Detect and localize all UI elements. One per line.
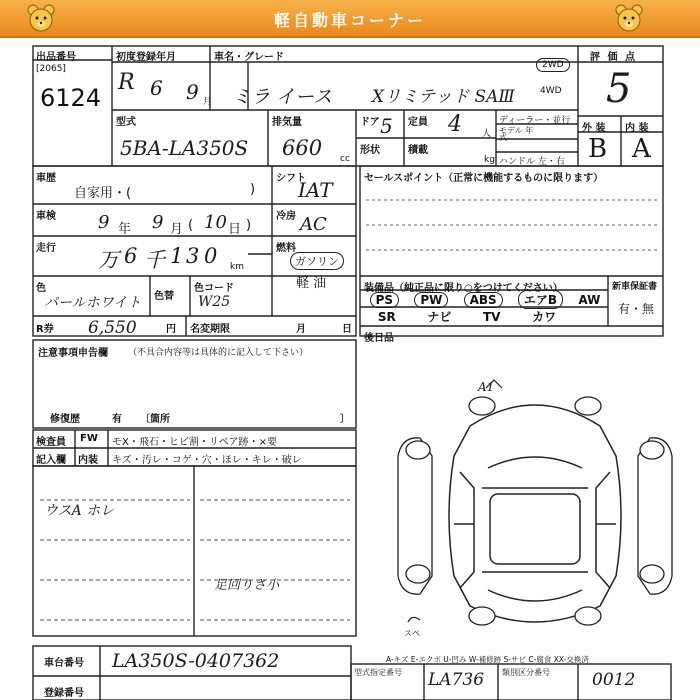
color-label: 色 xyxy=(36,283,46,294)
model-name-label: 車名・グレード xyxy=(214,52,284,63)
inspector-label: 検査員 xyxy=(36,437,66,448)
name-change-month: 月 xyxy=(296,324,306,335)
repair-history-label: 修復歴 xyxy=(50,414,80,425)
model-type-label: 型式 xyxy=(116,117,136,128)
first-registration-year: 6 xyxy=(150,76,163,100)
drive-4wd: 4WD xyxy=(540,86,562,96)
usage-label: 車歴 xyxy=(36,173,56,184)
inspection-day-unit: 日 xyxy=(228,222,242,237)
model-year-label: モデル 年式 xyxy=(499,126,534,142)
registration-number-label: 登録番号 xyxy=(44,688,84,699)
inspection-year-unit: 年 xyxy=(118,222,132,237)
capacity-value: 4 xyxy=(448,112,462,137)
mileage-digit-3: 3 xyxy=(186,244,200,268)
recycle-label: R券 xyxy=(36,324,54,335)
interior-label: 内 装 xyxy=(625,123,649,134)
model-grade: Xリミテッド SAⅢ xyxy=(372,87,515,107)
category-number-value: 0012 xyxy=(592,670,636,690)
damage-mark-a1: A1 xyxy=(478,380,495,394)
ac-value: AC xyxy=(300,214,327,235)
body-shape-label: 形状 xyxy=(360,145,380,156)
recycle-unit: 円 xyxy=(166,324,176,335)
inspection-day-open: ( xyxy=(188,218,194,233)
equipment-tv: TV xyxy=(483,309,501,324)
mileage-label: 走行 xyxy=(36,243,56,254)
inspection-day: 10 xyxy=(204,212,227,233)
inspection-label: 車検 xyxy=(36,211,56,222)
name-change-day: 日 xyxy=(342,324,352,335)
first-registration-month: 9 xyxy=(186,80,199,104)
inspection-month: 9 xyxy=(152,212,164,233)
car-damage-diagram xyxy=(390,376,680,646)
load-unit: kg xyxy=(484,155,495,165)
capacity-label: 定員 xyxy=(408,117,428,128)
fuel-gasoline-circled: ガソリン xyxy=(290,252,344,270)
type-designation-value: LA736 xyxy=(428,670,485,690)
entry-kind-interior: 内装 xyxy=(78,455,98,466)
repair-bracket-close: 〕 xyxy=(340,414,350,425)
name-change-label: 名変期限 xyxy=(190,324,230,335)
category-number-label: 類別区分番号 xyxy=(502,668,550,677)
displacement-unit: cc xyxy=(340,154,350,164)
entry-items: キズ・汚レ・コゲ・穴・ほレ・キレ・破レ xyxy=(112,455,302,466)
model-name: ミラ イース xyxy=(232,86,333,108)
repair-history-value: 有 xyxy=(112,414,122,425)
capacity-unit: 人 xyxy=(482,129,492,139)
inspection-day-close: ) xyxy=(246,218,252,233)
displacement-value: 660 xyxy=(282,136,323,160)
notes-label: 注意事項申告欄 xyxy=(38,348,108,359)
overall-score: 5 xyxy=(606,66,632,112)
handle-label: ハンドル 左・右 xyxy=(499,157,565,167)
sales-point-label: セールスポイント（正常に機能するものに限ります） xyxy=(364,173,604,184)
lot-sub-code: [2065] xyxy=(36,64,66,74)
model-type: 5BA-LA350S xyxy=(120,136,249,160)
recycle-value: 6,550 xyxy=(88,318,137,338)
new-warranty-label: 新車保証書 xyxy=(612,282,658,292)
color-value: パールホワイト xyxy=(44,295,142,311)
equipment-airbag-circled: エアB xyxy=(518,290,563,309)
mileage-unit: km xyxy=(230,262,244,272)
drive-2wd-circled: 2WD xyxy=(536,58,570,72)
equipment-ps-circled: PS xyxy=(370,292,399,308)
first-registration-era: R xyxy=(118,70,135,95)
after-date-label: 後日品 xyxy=(364,333,394,344)
equipment-leather: カワ xyxy=(532,310,557,324)
usage-close: ) xyxy=(250,182,256,197)
ac-label: 冷房 xyxy=(276,211,296,222)
new-warranty-value: 有・無 xyxy=(618,302,655,316)
color-code: W25 xyxy=(198,294,231,310)
damage-legend: A-キズ E-エクボ U-凹み W-補修跡 S-サビ C-腐食 XX-交換済 xyxy=(386,655,589,664)
equipment-row-1 xyxy=(362,292,608,307)
mileage-sen: 千 xyxy=(144,248,165,272)
score-label: 評 価 点 xyxy=(590,52,637,63)
displacement-label: 排気量 xyxy=(272,117,302,128)
doors-label: ドア xyxy=(360,117,380,128)
inspection-month-unit: 月 xyxy=(170,222,184,237)
lot-number: 6124 xyxy=(40,84,102,112)
exterior-grade: B xyxy=(588,134,608,164)
doors-value: 5 xyxy=(380,114,393,138)
inspector-note-2: 足回りさ小 xyxy=(214,578,280,593)
usage-value: 自家用・( xyxy=(74,186,132,201)
type-designation-label: 型式指定番号 xyxy=(354,668,402,677)
equipment-label: 装備品（純正品に限り○をつけてください） xyxy=(364,283,563,294)
mileage-digit-1: 6 xyxy=(124,244,138,268)
lot-number-label: 出品番号 xyxy=(36,52,76,63)
damage-mark-spare: スペ xyxy=(404,629,420,638)
chassis-number: LA350S-0407362 xyxy=(112,650,280,672)
equipment-navi: ナビ xyxy=(427,310,452,324)
notes-sub: （不具合内容等は具体的に記入して下さい） xyxy=(128,348,309,358)
equipment-abs-circled: ABS xyxy=(464,292,503,308)
color-change-label: 色替 xyxy=(154,291,174,302)
first-registration-month-unit: 月 xyxy=(203,97,213,107)
mileage-man: 万 xyxy=(98,248,119,272)
equipment-sr: SR xyxy=(377,309,396,324)
equipment-row-2 xyxy=(362,309,572,324)
mileage-digit-2: 1 xyxy=(170,244,184,268)
chassis-label: 車台番号 xyxy=(44,658,84,669)
entry-label: 記入欄 xyxy=(36,455,66,466)
load-label: 積載 xyxy=(408,145,428,156)
dealer-label: ディーラー・並行 xyxy=(499,116,571,126)
inspector-kind-fw: FW xyxy=(80,433,98,444)
repair-bracket-open: 〔箇所 xyxy=(140,414,170,425)
interior-grade: A xyxy=(632,134,651,164)
mileage-digit-4: 0 xyxy=(204,244,218,268)
fuel-diesel: 軽 油 xyxy=(296,276,327,291)
inspection-year: 9 xyxy=(98,212,110,233)
exterior-label: 外 装 xyxy=(582,123,606,134)
equipment-aw: AW xyxy=(578,292,601,307)
page-title: 軽自動車コーナー xyxy=(273,11,426,30)
color-code-label: 色コード xyxy=(194,283,234,294)
inspector-items: モX・飛石・ヒビ割・リペア跡・×要 xyxy=(112,437,278,448)
inspector-note-1: ウスA ホレ xyxy=(44,503,115,519)
shift-label: シフト xyxy=(276,173,306,184)
fuel-label: 燃料 xyxy=(276,243,296,254)
shift-value: IAT xyxy=(298,178,333,202)
equipment-pw-circled: PW xyxy=(414,292,448,308)
first-registration-label: 初度登録年月 xyxy=(116,52,176,63)
